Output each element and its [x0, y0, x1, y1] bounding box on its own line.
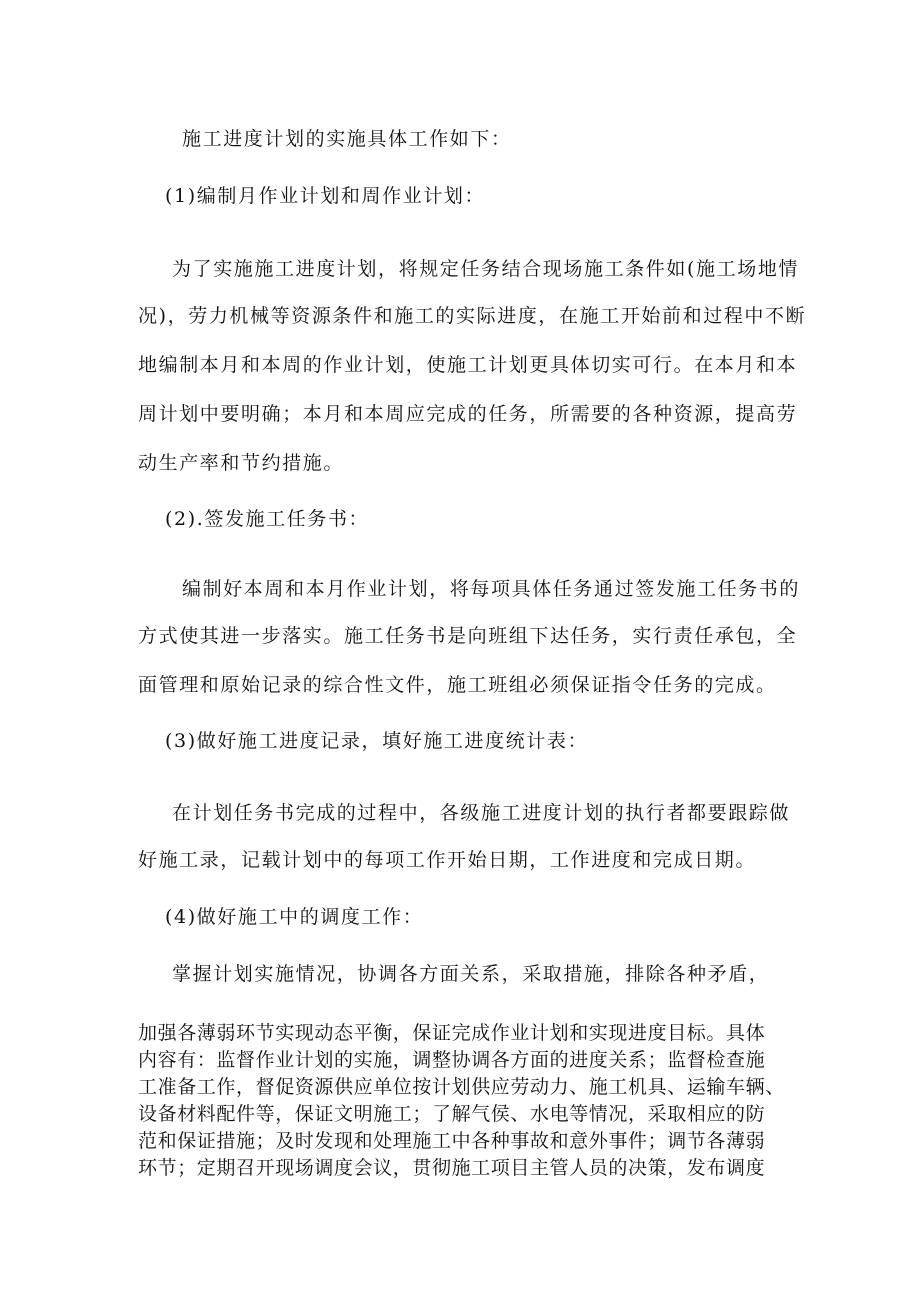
section-1-line: 为了实施施工进度计划，将规定任务结合现场施工条件如(施工场地情 — [172, 258, 800, 280]
section-4-line: 内容有：监督作业计划的实施，调整协调各方面的进度关系；监督检查施 — [138, 1049, 766, 1071]
section-1-line: 况)，劳力机械等资源条件和施工的实际进度，在施工开始前和过程中不断 — [138, 305, 807, 327]
section-2-line: 方式使其进一步落实。施工任务书是向班组下达任务，实行责任承包，全 — [138, 625, 798, 647]
section-1-line: 周计划中要明确；本月和本周应完成的任务，所需要的各种资源，提高劳 — [138, 403, 798, 425]
section-2-line: 面管理和原始记录的综合性文件，施工班组必须保证指令任务的完成。 — [138, 674, 777, 696]
section-4-line: 掌握计划实施情况，协调各方面关系，采取措施，排除各种矛盾， — [172, 963, 770, 985]
section-1-line: 地编制本月和本周的作业计划，使施工计划更具体切实可行。在本月和本 — [138, 354, 798, 376]
section-1-heading: (1)编制月作业计划和周作业计划： — [165, 185, 486, 207]
section-4-line: 设备材料配件等，保证文明施工；了解气侯、水电等情况，采取相应的防 — [138, 1103, 766, 1125]
section-4-line: 工准备工作，督促资源供应单位按计划供应劳动力、施工机具、运输车辆、 — [138, 1076, 785, 1098]
section-3-heading: (3)做好施工进度记录，填好施工进度统计表： — [165, 730, 589, 752]
intro-paragraph: 施工进度计划的实施具体工作如下： — [182, 128, 512, 150]
section-4-heading: (4)做好施工中的调度工作： — [165, 906, 424, 928]
section-2-line: 编制好本周和本月作业计划，将每项具体任务通过签发施工任务书的 — [182, 578, 801, 600]
section-3-line: 好施工录，记载计划中的每项工作开始日期，工作进度和完成日期。 — [138, 849, 757, 871]
section-1-line: 动生产率和节约措施。 — [138, 452, 345, 474]
section-2-heading: (2).签发施工任务书： — [165, 508, 370, 530]
section-4-line: 加强各薄弱环节实现动态平衡，保证完成作业计划和实现进度目标。具体 — [138, 1022, 766, 1044]
section-4-line: 环节；定期召开现场调度会议，贯彻施工项目主管人员的决策，发布调度 — [138, 1157, 766, 1179]
section-4-line: 范和保证措施；及时发现和处理施工中各种事故和意外事件；调节各薄弱 — [138, 1130, 766, 1152]
section-3-line: 在计划任务书完成的过程中，各级施工进度计划的执行者都要跟踪做 — [172, 802, 791, 824]
